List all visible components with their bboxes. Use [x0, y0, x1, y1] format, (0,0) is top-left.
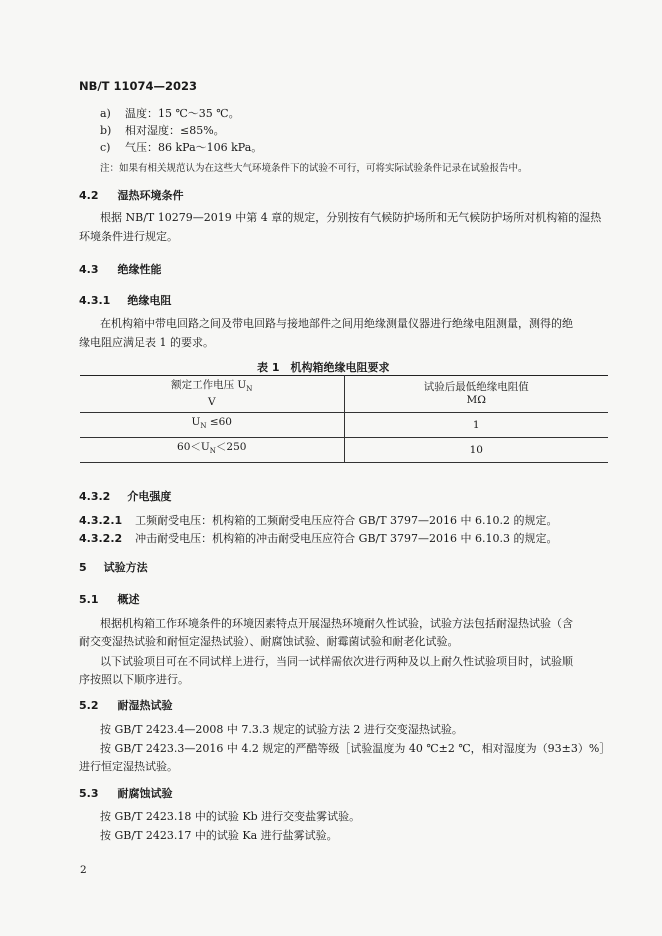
clause-text: 工频耐受电压：机构箱的工频耐受电压应符合 GB/T 3797—2016 中 6.10.2 的规定。: [135, 514, 558, 527]
section-heading-5: [79, 559, 148, 575]
clause-item: [79, 532, 558, 546]
paragraph: 按 GB/T 2423.4—2008 中 7.3.3 规定的试验方法 2 进行交变湿热试验。: [100, 723, 463, 736]
paragraph: 缘电阻应满足表 1 的要求。: [79, 336, 214, 349]
paragraph: 耐交变湿热试验和耐恒定湿热试验）、耐腐蚀试验、耐霉菌试验和耐老化试验。: [79, 635, 459, 648]
list-marker: b): [100, 124, 112, 137]
standard-code: NB/T 11074—2023: [79, 79, 197, 93]
table-cell: 10: [344, 438, 608, 463]
section-title: 介电强度: [127, 490, 172, 503]
paragraph: 序按照以下顺序进行。: [79, 673, 189, 686]
column-header-resistance: 试验后最低绝缘电阻值 MΩ: [344, 376, 608, 413]
section-number: 5.1: [79, 593, 99, 606]
section-heading-5-1: [79, 591, 140, 607]
page-number: 2: [80, 864, 87, 876]
section-number: 4.3.1: [79, 294, 111, 307]
insulation-resistance-table: [80, 375, 608, 463]
paragraph: 环境条件进行规定。: [79, 230, 178, 243]
list-item: 气压：86 kPa～106 kPa。: [125, 141, 263, 154]
table-row: [80, 438, 608, 463]
section-title: 试验方法: [103, 561, 148, 574]
section-heading-4-3-2: [79, 488, 171, 504]
section-title: 耐腐蚀试验: [117, 787, 173, 800]
section-heading-4-3: [79, 261, 162, 277]
clause-number: 4.3.2.1: [79, 514, 123, 527]
clause-text: 冲击耐受电压：机构箱的冲击耐受电压应符合 GB/T 3797—2016 中 6.10.3 的规定。: [135, 532, 558, 545]
section-number: 4.3.2: [79, 490, 111, 503]
section-number: 5.3: [79, 787, 99, 800]
paragraph: 按 GB/T 2423.3—2016 中 4.2 规定的严酷等级［试验温度为 40 ℃±2 ℃，相对湿度为（93±3）%］: [100, 742, 611, 755]
table-header-row: [80, 376, 608, 413]
section-title: 概述: [117, 593, 140, 606]
paragraph: 以下试验项目可在不同试样上进行，当同一试样需依次进行两种及以上耐久性试验项目时，试验顺: [100, 655, 573, 668]
clause-number: 4.3.2.2: [79, 532, 123, 545]
list-marker: a): [100, 107, 111, 120]
paragraph: 根据机构箱工作环境条件的环境因素特点开展湿热环境耐久性试验，试验方法包括耐湿热试验（含: [100, 617, 573, 630]
paragraph: 按 GB/T 2423.17 中的试验 Ka 进行盐雾试验。: [100, 829, 338, 842]
section-number: 5: [79, 561, 87, 574]
list-item: 相对湿度：≤85%。: [125, 124, 225, 137]
section-title: 绝缘性能: [117, 263, 162, 276]
column-header-voltage: 额定工作电压 $U_N$ V: [80, 376, 344, 413]
table-caption: 表 1 机构箱绝缘电阻要求: [257, 361, 390, 374]
section-heading-4-2: [79, 187, 184, 203]
section-heading-4-3-1: [79, 292, 171, 308]
paragraph: 按 GB/T 2423.18 中的试验 Kb 进行交变盐雾试验。: [100, 810, 361, 823]
paragraph: 根据 NB/T 10279—2019 中第 4 章的规定，分别按有气候防护场所和无气候防护场所对机构箱的湿热: [100, 211, 602, 224]
section-title: 耐湿热试验: [117, 699, 173, 712]
note-text: 注：如果有相关规范认为在这些大气环境条件下的试验不可行，可将实际试验条件记录在试验报告中。: [100, 163, 528, 174]
list-marker: c): [100, 141, 111, 154]
section-title: 绝缘电阻: [127, 294, 172, 307]
paragraph: 在机构箱中带电回路之间及带电回路与接地部件之间用绝缘测量仪器进行绝缘电阻测量，测得的绝: [100, 317, 573, 330]
paragraph: 进行恒定湿热试验。: [79, 760, 178, 773]
section-number: 5.2: [79, 699, 99, 712]
section-heading-5-3: [79, 785, 173, 801]
clause-item: [79, 514, 558, 528]
section-number: 4.3: [79, 263, 99, 276]
table-cell: $U_N \le 60$: [80, 413, 344, 438]
table-cell: 1: [344, 413, 608, 438]
table-row: [80, 413, 608, 438]
section-title: 湿热环境条件: [117, 189, 184, 202]
table-cell: $60<U_N<250$: [80, 438, 344, 463]
section-number: 4.2: [79, 189, 99, 202]
section-heading-5-2: [79, 697, 173, 713]
list-item: 温度：15 ℃～35 ℃。: [125, 107, 240, 120]
